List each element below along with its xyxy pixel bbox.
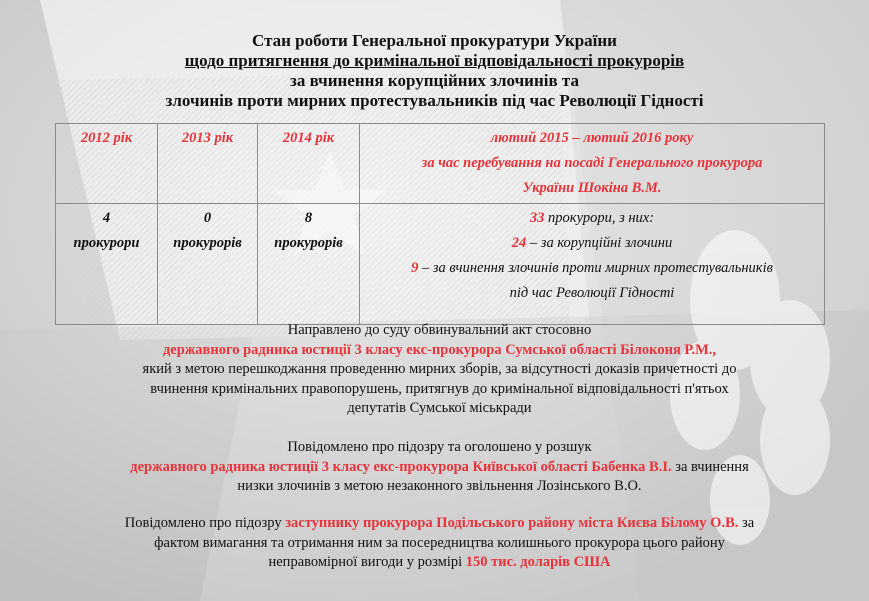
slide-title xyxy=(0,31,869,111)
count-2012-number: 4 xyxy=(102,210,111,226)
count-2014-label: прокурорів xyxy=(274,235,343,251)
total-number: 33 xyxy=(529,210,545,226)
protest-number: 9 xyxy=(411,260,419,276)
note-3-line xyxy=(55,514,824,534)
protest-text: – за вчинення злочинів проти мирних протестувальників xyxy=(418,260,773,276)
header-2014: 2014 рік xyxy=(258,124,360,204)
count-2013 xyxy=(158,204,258,325)
period-line-2: за час перебування на посаді Генерального прокурора xyxy=(421,155,763,171)
note-1-text-1: який з метою перешкоджання проведенню мирних зборів, за відсутності доказів причетності до xyxy=(142,361,737,377)
header-2012: 2012 рік xyxy=(56,124,158,204)
period-protest-line-2: під час Революції Гідності xyxy=(509,285,675,301)
note-1-person: державного радника юстиції 3 класу екс-прокурора Сумської області Білоконя Р.М., xyxy=(162,341,717,358)
title-line-4: злочинів проти мирних протестувальників під час Революції Гідності xyxy=(165,91,704,110)
note-3-intro: Повідомлено про підозру xyxy=(124,515,286,531)
note-2-text-2: низки злочинів з метою незаконного звільнення Лозінського В.О. xyxy=(237,478,642,494)
count-2012-label: прокурори xyxy=(73,235,140,251)
count-2012 xyxy=(56,204,158,325)
count-2014-number: 8 xyxy=(304,210,313,226)
note-2-line xyxy=(55,458,824,478)
note-3-tail: за xyxy=(738,515,755,531)
total-text: прокурори, з них: xyxy=(544,210,655,226)
note-3-text-3: неправомірної вигоди у розмірі xyxy=(268,554,466,570)
note-2-person: державного радника юстиції 3 класу екс-прокурора Київської області Бабенка В.І. xyxy=(130,458,672,475)
count-2013-number: 0 xyxy=(203,210,212,226)
period-line-3: України Шокіна В.М. xyxy=(522,180,662,196)
title-line-1: Стан роботи Генеральної прокуратури України xyxy=(252,31,617,50)
header-2013: 2013 рік xyxy=(158,124,258,204)
count-2013-label: прокурорів xyxy=(173,235,242,251)
note-2-tail: за вчинення xyxy=(671,458,749,475)
note-3-text-3-line xyxy=(55,553,824,573)
period-line-1: лютий 2015 – лютий 2016 року xyxy=(490,130,694,146)
corruption-text: – за корупційні злочини xyxy=(526,235,673,251)
title-line-3: за вчинення корупційних злочинів та xyxy=(290,71,579,90)
period-stats xyxy=(360,204,825,325)
statistics-table xyxy=(55,123,825,325)
count-2014 xyxy=(258,204,360,325)
title-line-2: щодо притягнення до кримінальної відповідальності прокурорів xyxy=(184,51,685,70)
table-header-row xyxy=(56,124,825,204)
note-3-person: заступнику прокурора Подільського району міста Києва Білому О.В. xyxy=(285,515,739,531)
note-3-text-2: фактом вимагання та отримання ним за посередництва колишнього прокурора цього району xyxy=(154,534,725,551)
period-total xyxy=(364,206,820,231)
note-bilyi xyxy=(55,514,824,573)
note-3-amount: 150 тис. доларів США xyxy=(465,554,611,570)
table-values-row xyxy=(56,204,825,325)
note-1-intro: Направлено до суду обвинувальний акт стосовно xyxy=(287,322,592,338)
period-protest xyxy=(364,256,820,281)
note-2-intro: Повідомлено про підозру та оголошено у розшук xyxy=(287,439,592,455)
note-1-text-2: вчинення кримінальних правопорушень, притягнув до кримінальної відповідальності п'ятьох xyxy=(150,380,729,397)
corruption-number: 24 xyxy=(511,235,527,251)
header-period xyxy=(360,124,825,204)
note-babenko xyxy=(55,438,824,497)
period-corruption xyxy=(364,231,820,256)
note-1-text-3: депутатів Сумської міськради xyxy=(347,400,532,416)
note-bilokon xyxy=(55,321,824,419)
